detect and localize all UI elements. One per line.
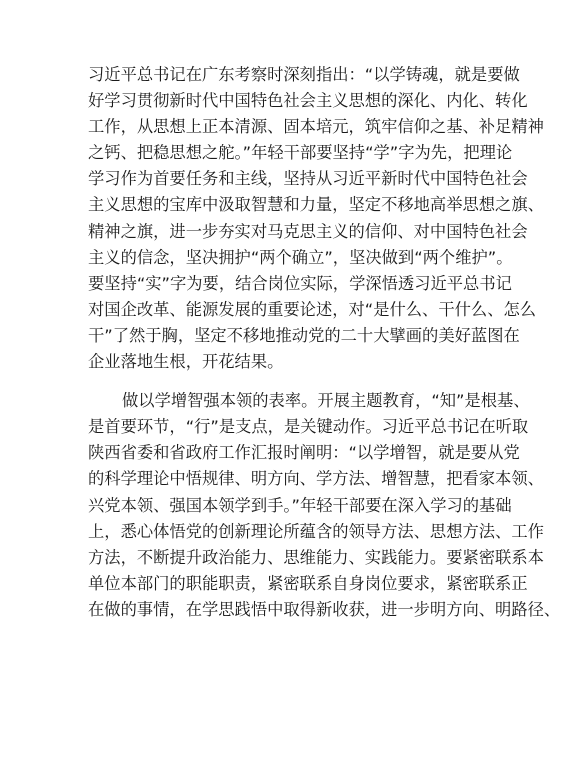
text-line: 主义思想的宝库中汲取智慧和力量，坚定不移地高举思想之旗、 [88, 195, 544, 215]
text-line: 工作，从思想上正本清源、固本培元，筑牢信仰之基、补足精神 [88, 117, 544, 137]
text-line: 上，悉心体悟党的创新理论所蕴含的领导方法、思想方法、工作 [88, 521, 544, 541]
text-line: 对国企改革、能源发展的重要论述，对“是什么、干什么、怎么 [88, 299, 537, 319]
text-line: 的科学理论中悟规律、明方向、学方法、增智慧，把看家本领、 [88, 469, 544, 489]
text-line: 之钙、把稳思想之舵。”年轻干部要坚持“学”字为先，把理论 [88, 143, 513, 163]
body-text [88, 62, 561, 623]
text-line: 企业落地生根，开花结果。 [88, 352, 284, 372]
text-line: 学习作为首要任务和主线，坚持从习近平新时代中国特色社会 [88, 169, 528, 189]
text-line: 好学习贯彻新时代中国特色社会主义思想的深化、内化、转化 [88, 91, 528, 111]
text-line: 单位本部门的职能职责，紧密联系自身岗位要求，紧密联系正 [88, 573, 528, 593]
text-line: 精神之旗，进一步夯实对马克思主义的信仰、对中国特色社会 [88, 221, 528, 241]
text-line: 陕西省委和省政府工作汇报时阐明：“以学增智，就是要从党 [88, 443, 520, 463]
text-line: 主义的信念，坚决拥护“两个确立”，坚决做到“两个维护”。 [88, 247, 513, 267]
paragraph-2 [88, 388, 561, 623]
text-line: 习近平总书记在广东考察时深刻指出：“以学铸魂，就是要做 [88, 65, 520, 84]
text-line: 在做的事情，在学思践悟中取得新收获，进一步明方向、明路径、 [88, 599, 561, 619]
text-line: 要坚持“实”字为要，结合岗位实际，学深悟透习近平总书记 [88, 273, 512, 293]
paragraph-1 [88, 62, 544, 375]
text-line: 做以学增智强本领的表率。开展主题教育，“知”是根基、 [122, 391, 530, 411]
paragraph-spacer [88, 375, 508, 388]
text-line: 兴党本领、强国本领学到手。”年轻干部要在深入学习的基础 [88, 495, 512, 515]
text-line: 方法，不断提升政治能力、思维能力、实践能力。要紧密联系本 [88, 547, 544, 567]
text-line: 干”了然于胸，坚定不移地推动党的二十大擘画的美好蓝图在 [88, 325, 520, 345]
text-line: 是首要环节，“行”是支点，是关键动作。习近平总书记在听取 [88, 417, 529, 437]
